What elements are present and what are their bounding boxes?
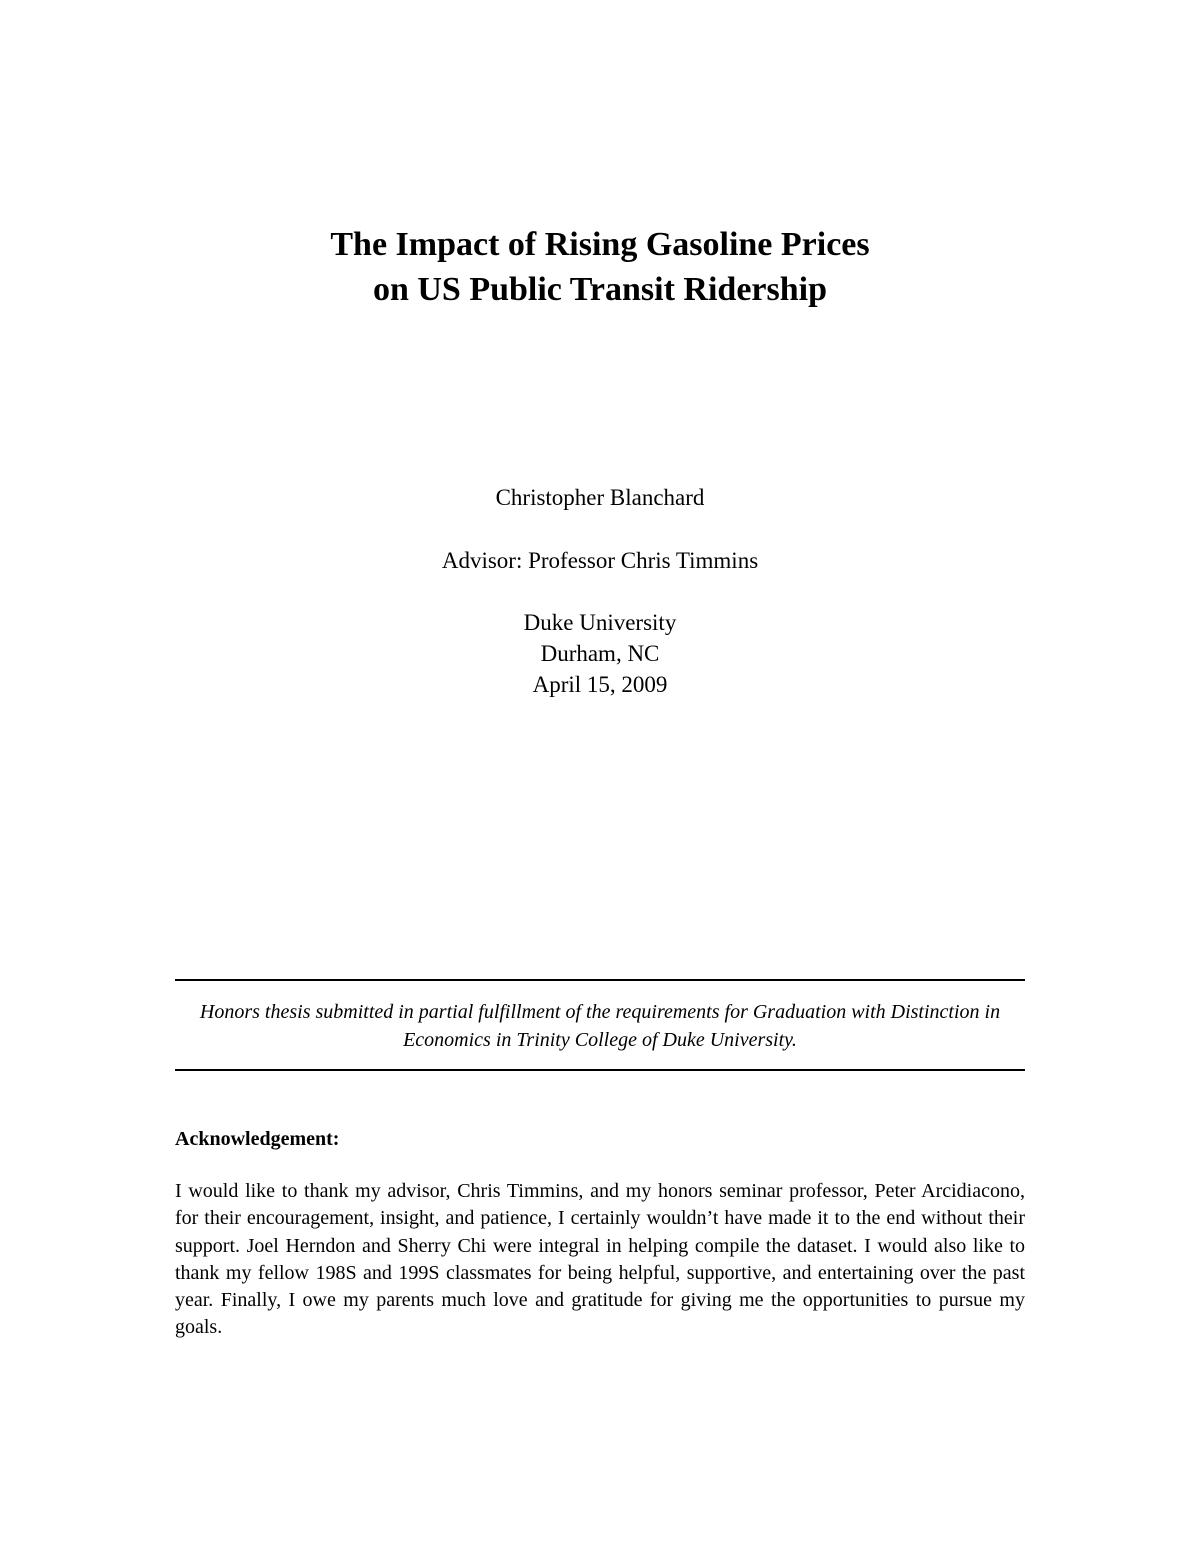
university-name: Duke University	[523, 610, 677, 635]
thesis-title	[0, 222, 1200, 312]
thesis-title-line-1: The Impact of Rising Gasoline Prices	[330, 226, 870, 263]
submission-date: April 15, 2009	[532, 672, 668, 697]
divider-bottom	[175, 1069, 1025, 1071]
affiliation-block	[0, 607, 1200, 700]
acknowledgement-body: I would like to thank my advisor, Chris Timmins, and my honors seminar professor, Peter Arcidiacono, for their encouragement, insight, and patience, I certainly wouldn’t have made it to the end without their support. Joel Herndon and Sherry Chi were integral in helping compile the dataset. I would also like to thank my fellow 198S and 199S classmates for being helpful, supportive, and entertaining over the past year. Finally, I owe my parents much love and gratitude for giving me the opportunities to pursue my goals.	[175, 1180, 1025, 1339]
location: Durham, NC	[540, 641, 660, 666]
thesis-title-line-2: on US Public Transit Ridership	[372, 271, 828, 308]
author-name: Christopher Blanchard	[495, 485, 705, 510]
honors-statement: Honors thesis submitted in partial fulfillment of the requirements for Graduation with Distinction in Economics in Trinity College of Duke University.	[199, 1001, 1001, 1051]
divider-top	[175, 979, 1025, 981]
advisor-line: Advisor: Professor Chris Timmins	[441, 548, 759, 573]
acknowledgement-heading: Acknowledgement:	[175, 1128, 340, 1150]
